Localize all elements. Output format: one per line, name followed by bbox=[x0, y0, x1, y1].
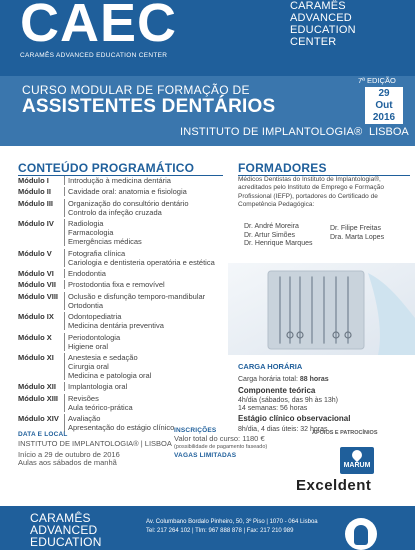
module-topic: Apresentação do estágio clínico bbox=[68, 423, 175, 433]
trainer-name: Dra. Marta Lopes bbox=[330, 233, 385, 241]
module-divider bbox=[64, 382, 65, 391]
trainers-right bbox=[330, 225, 384, 242]
module-topic: Prostodontia fixa e removível bbox=[68, 280, 165, 290]
module-code: Módulo XIV bbox=[18, 414, 59, 424]
module-topic: Endodontia bbox=[68, 269, 106, 278]
module-code: Módulo IX bbox=[18, 312, 54, 322]
module-description bbox=[68, 394, 233, 412]
marum-label: MARUM bbox=[343, 462, 371, 469]
city-label: LISBOA bbox=[369, 126, 409, 138]
footer-name-line: CARAMÊS bbox=[30, 511, 91, 525]
trainer-name: Dr. Henrique Marques bbox=[244, 240, 313, 248]
vagas-limitadas: VAGAS LIMITADAS bbox=[174, 452, 237, 459]
course-title-band bbox=[0, 76, 415, 146]
module-description bbox=[68, 176, 233, 185]
module-divider bbox=[64, 176, 65, 185]
formadores-line: Competência Pedagógica: bbox=[238, 201, 315, 209]
data-local-line1: INSTITUTO DE IMPLANTOLOGIA® | LISBOA bbox=[18, 439, 172, 448]
inscricoes-line1: Valor total do curso: 1180 € bbox=[174, 434, 265, 443]
formadores-line: Médicos Dentistas do Instituto de Implantologia®, bbox=[238, 176, 381, 183]
module-description bbox=[68, 219, 233, 246]
teorica-title: Componente teórica bbox=[238, 386, 316, 395]
module-divider bbox=[64, 292, 65, 310]
module-divider bbox=[64, 280, 65, 289]
module-divider bbox=[64, 199, 65, 217]
module-code: Módulo VII bbox=[18, 280, 56, 290]
module-description bbox=[68, 199, 233, 217]
carga-title: CARGA HORÁRIA bbox=[238, 362, 303, 371]
data-local-title: DATA E LOCAL bbox=[18, 431, 68, 438]
module-code: Módulo XII bbox=[18, 382, 56, 392]
module-topic: Fotografia clínica bbox=[68, 248, 126, 258]
module-topic: Cavidade oral: anatomia e fisiologia bbox=[68, 187, 187, 197]
module-code: Módulo VIII bbox=[18, 291, 58, 301]
institute-name: INSTITUTO DE IMPLANTOLOGIA® bbox=[180, 126, 363, 138]
module-description bbox=[68, 187, 233, 196]
module-topic: Odontopediatria bbox=[68, 312, 122, 322]
apoios-title: APOIOS E PATROCÍNIOS bbox=[312, 430, 378, 436]
module-topic: Controlo da infeção cruzada bbox=[68, 207, 162, 217]
module-topic: Farmacologia bbox=[68, 228, 114, 238]
module-topic: Introdução à medicina dentária bbox=[68, 176, 171, 185]
date-month: Out bbox=[375, 100, 393, 111]
footer-name-line: ADVANCED bbox=[30, 523, 98, 537]
module-divider bbox=[64, 394, 65, 412]
module-description bbox=[68, 249, 233, 267]
inscricoes-line2: (possibilidade de pagamento faseado) bbox=[174, 444, 268, 450]
exceldent-logo: Exceldent bbox=[296, 477, 372, 494]
teorica-line2: 14 semanas: 56 horas bbox=[238, 405, 308, 412]
inscricoes-title: INSCRIÇÕES bbox=[174, 427, 217, 434]
carga-total-label: Carga horária total: bbox=[238, 376, 298, 383]
footer bbox=[0, 506, 415, 557]
module-divider bbox=[64, 353, 65, 380]
module-description bbox=[68, 292, 233, 310]
module-topic: Aula teórico-prática bbox=[68, 402, 133, 412]
instruments-illustration bbox=[228, 263, 415, 355]
module-topic: Oclusão e disfunção temporo-mandibular bbox=[68, 291, 206, 301]
marum-logo bbox=[340, 447, 374, 474]
module-topic: Periodontologia bbox=[68, 332, 121, 342]
module-topic: Avaliação bbox=[68, 414, 101, 424]
module-topic: Cariologia e dentisteria operatória e estética bbox=[68, 257, 215, 267]
carga-total-value: 88 horas bbox=[299, 376, 329, 383]
module-divider bbox=[64, 312, 65, 330]
module-topic: Anestesia e sedação bbox=[68, 353, 138, 362]
module-divider bbox=[64, 249, 65, 267]
org-line: CENTER bbox=[290, 36, 337, 48]
org-line: ADVANCED bbox=[290, 12, 352, 24]
module-topic: Ortodontia bbox=[68, 300, 104, 310]
footer-phones: Tel: 217 264 102 | Tlm: 967 888 878 | Fax: 217 210 989 bbox=[146, 528, 294, 534]
footer-address: Av. Columbano Bordalo Pinheiro, 50, 3º Piso | 1070 - 064 Lisboa bbox=[146, 519, 318, 525]
trainer-name: Dr. Artur Simões bbox=[244, 231, 295, 239]
trainer-name: Dr. Filipe Freitas bbox=[330, 225, 381, 232]
module-topic: Emergências médicas bbox=[68, 237, 142, 247]
module-description bbox=[68, 312, 233, 330]
header bbox=[0, 0, 415, 76]
drop-icon bbox=[350, 448, 364, 462]
date-year: 2016 bbox=[372, 112, 396, 123]
footer-name-line: EDUCATION bbox=[30, 535, 102, 549]
formadores-line: acreditados pelo Instituto de Emprego e Formação bbox=[238, 184, 384, 192]
org-line: CARAMÊS bbox=[290, 0, 346, 12]
trainers-left bbox=[244, 223, 312, 249]
module-description bbox=[68, 269, 233, 278]
footer-contacts bbox=[146, 518, 318, 536]
date-day: 29 bbox=[378, 88, 390, 99]
module-description bbox=[68, 353, 233, 380]
formadores-title: FORMADORES bbox=[238, 161, 327, 175]
module-topic: Organização do consultório dentário bbox=[68, 198, 189, 208]
module-code: Módulo V bbox=[18, 248, 52, 258]
module-topic: Implantologia oral bbox=[68, 382, 128, 392]
date-badge bbox=[365, 87, 403, 124]
data-local-line3: Aulas aos sábados de manhã bbox=[18, 458, 117, 467]
module-code: Módulo VI bbox=[18, 269, 54, 278]
formadores-line: Profissional (IEFP), portadores do Certificado de bbox=[238, 192, 378, 200]
data-local-line2: Início a 29 de outubro de 2016 bbox=[18, 450, 120, 459]
footer-org-name bbox=[30, 512, 102, 548]
carga-total bbox=[238, 375, 329, 384]
module-code: Módulo X bbox=[18, 332, 52, 342]
module-topic: Cirurgia oral bbox=[68, 362, 109, 371]
course-title-line2: ASSISTENTES DENTÁRIOS bbox=[22, 96, 276, 117]
module-code: Módulo XIII bbox=[18, 393, 58, 403]
module-divider bbox=[64, 219, 65, 246]
module-description bbox=[68, 382, 233, 391]
module-topic: Revisões bbox=[68, 393, 99, 403]
trainer-name: Dr. André Moreira bbox=[244, 223, 299, 230]
formadores-text bbox=[238, 176, 408, 210]
estagio-line: 8h/dia, 4 dias úteis: 32 horas bbox=[238, 426, 328, 433]
module-code: Módulo I bbox=[18, 176, 49, 185]
org-line: EDUCATION bbox=[290, 24, 356, 36]
module-description bbox=[68, 333, 233, 351]
caec-logo bbox=[20, 0, 200, 76]
header-org-name bbox=[290, 0, 415, 48]
teorica-line1: 4h/dia (sábados, das 9h às 13h) bbox=[238, 397, 339, 404]
logo-wordmark: CAEC bbox=[20, 0, 178, 53]
module-divider bbox=[64, 187, 65, 196]
entidade-formadora-logo bbox=[345, 518, 377, 550]
dental-instruments-photo bbox=[228, 263, 415, 355]
module-divider bbox=[64, 269, 65, 278]
entidade-formadora-caption: ENTIDADE FORMADORA bbox=[350, 552, 398, 557]
module-code: Módulo IV bbox=[18, 219, 54, 229]
module-topic: Higiene oral bbox=[68, 341, 109, 351]
course-title-line1: CURSO MODULAR DE FORMAÇÃO DE bbox=[22, 83, 250, 97]
module-topic: Medicina dentária preventiva bbox=[68, 321, 164, 331]
estagio-title: Estágio clínico observacional bbox=[238, 414, 351, 423]
module-code: Módulo XI bbox=[18, 353, 54, 362]
module-topic: Medicina e patologia oral bbox=[68, 371, 152, 380]
module-code: Módulo III bbox=[18, 198, 53, 208]
module-description bbox=[68, 280, 233, 289]
logo-subtitle: CARAMÊS ADVANCED EDUCATION CENTER bbox=[20, 52, 168, 59]
edition-label: 7ª EDIÇÃO bbox=[358, 76, 396, 85]
tooth-icon bbox=[354, 525, 368, 545]
module-code: Módulo II bbox=[18, 187, 51, 197]
programa-title: CONTEÚDO PROGRAMÁTICO bbox=[18, 161, 195, 175]
module-topic: Radiologia bbox=[68, 219, 104, 229]
module-divider bbox=[64, 414, 65, 432]
module-divider bbox=[64, 333, 65, 351]
